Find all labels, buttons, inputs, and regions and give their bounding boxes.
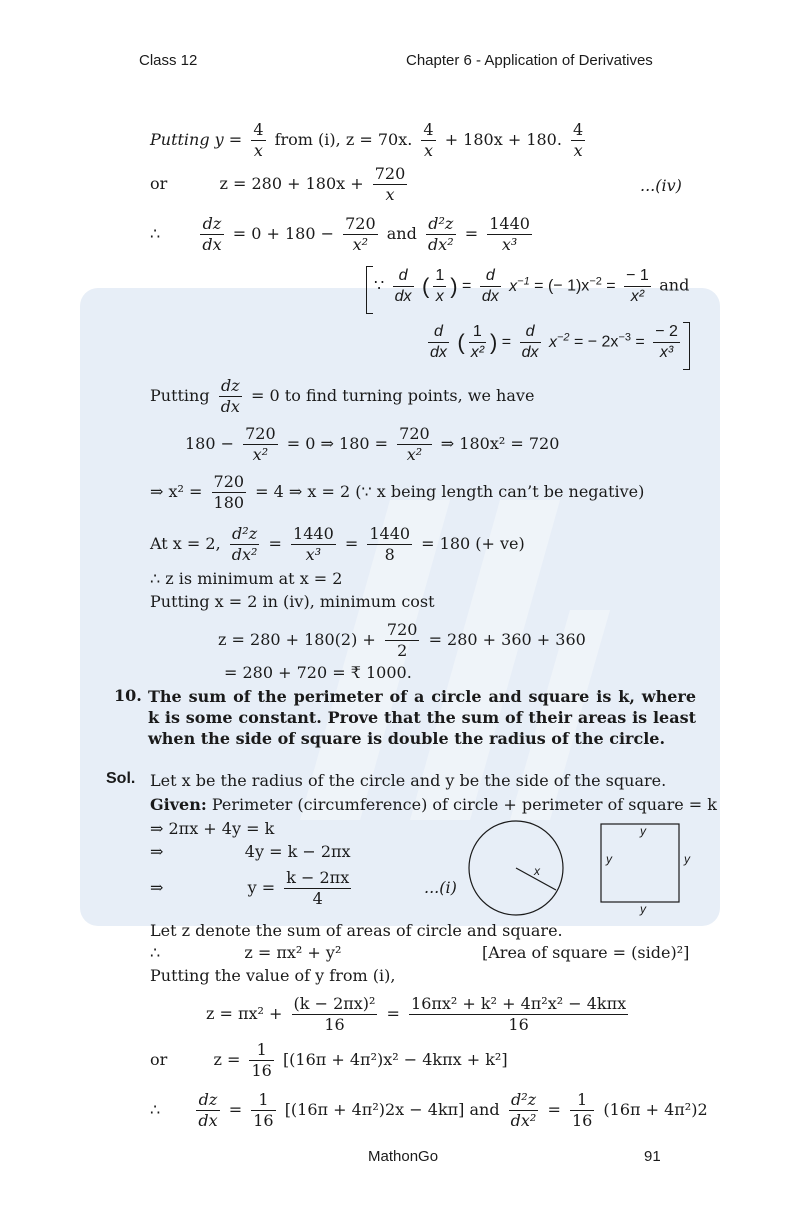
num: 720	[245, 424, 276, 443]
eq-line-2	[150, 164, 411, 205]
num: 1	[249, 1040, 273, 1061]
num: d	[480, 266, 501, 287]
fraction	[624, 266, 651, 307]
question-text: The sum of the perimeter of a circle and square is k, where k is some constant. Prove that the sum of their areas is least when the side of square is double the radius of the circle.	[148, 687, 696, 748]
num: (k − 2πx)²	[293, 994, 376, 1013]
question-number: 10.	[114, 686, 142, 705]
fraction	[251, 1090, 275, 1131]
fraction	[428, 322, 449, 363]
text: and	[386, 224, 417, 243]
text: =	[344, 534, 359, 553]
fraction	[291, 524, 336, 565]
text: or	[150, 1050, 168, 1069]
den: dx	[220, 397, 240, 416]
eq-line-12	[218, 620, 586, 661]
footer-brand: MathonGo	[368, 1148, 439, 1165]
eq-line-3	[150, 214, 536, 255]
text: Given:	[150, 795, 207, 814]
text: and	[659, 275, 690, 295]
sol-line-2	[150, 795, 717, 814]
text: 180 −	[185, 434, 235, 453]
page-number: 91	[644, 1148, 661, 1165]
text: =	[228, 1100, 243, 1119]
text: = 4 ⇒ x = 2 (∵ x being length can’t be negative)	[255, 482, 645, 501]
square-right-label: y	[684, 852, 690, 866]
text: Putting	[150, 386, 210, 405]
tag-iv: ...(iv)	[640, 176, 682, 195]
num: d	[393, 266, 414, 287]
eq-line-13: = 280 + 720 = ₹ 1000.	[224, 663, 412, 682]
text: =	[386, 1004, 400, 1023]
text: = (− 1)x	[534, 277, 590, 295]
fraction	[251, 120, 265, 161]
text: = 280 + 360 + 360	[428, 630, 586, 649]
fraction	[393, 266, 414, 307]
text: (16π + 4π²)2	[603, 1100, 708, 1119]
fraction	[230, 524, 260, 565]
text: ⇒ x² =	[150, 482, 203, 501]
num: d²z	[426, 214, 456, 235]
num: 4	[573, 120, 584, 139]
text: ⇒ 180x² = 720	[440, 434, 560, 453]
text: ⇒	[150, 878, 164, 897]
right-bracket	[683, 322, 690, 370]
text: = 180 (+ ve)	[421, 534, 525, 553]
sol-line-7	[150, 943, 341, 962]
fraction	[397, 424, 432, 465]
num: d²z	[230, 524, 260, 545]
sol-line-4: ⇒ 4y = k − 2πx	[150, 842, 351, 861]
num: 1440	[489, 214, 530, 233]
num: dz	[196, 1090, 219, 1111]
fraction	[249, 1040, 273, 1081]
fraction	[367, 524, 412, 565]
square-left-label: y	[606, 852, 612, 866]
den: dx	[198, 1111, 218, 1130]
den: dx	[430, 344, 447, 361]
num: d	[428, 322, 449, 343]
den: x³	[501, 235, 518, 254]
header-class: Class 12	[139, 52, 198, 69]
eq-line-10: ∴ z is minimum at x = 2	[150, 569, 343, 588]
den: 16	[251, 1061, 272, 1080]
text: z =	[213, 1050, 241, 1069]
den: x³	[659, 344, 674, 361]
text: =	[268, 534, 282, 553]
fraction	[570, 1090, 594, 1131]
text: = 0 ⇒ 180 =	[286, 434, 389, 453]
eq-line-9	[150, 524, 525, 565]
den: x	[435, 288, 444, 305]
den: x³	[305, 545, 322, 564]
text: ∴	[150, 224, 161, 243]
fraction	[409, 994, 628, 1035]
text: ∴	[150, 943, 161, 962]
square-top-label: y	[640, 824, 646, 838]
den: x	[253, 141, 263, 160]
text: z = 280 + 180x +	[219, 174, 364, 193]
num: 1	[469, 322, 486, 343]
eq-line-8	[150, 472, 644, 513]
fraction	[509, 1090, 539, 1131]
num: dz	[219, 376, 242, 397]
circle-square-figure	[466, 818, 698, 918]
sol-line-10	[150, 1040, 508, 1081]
num: k − 2πx	[286, 868, 350, 887]
sol-line-5	[150, 868, 355, 909]
den: x²	[252, 445, 269, 464]
den: x	[423, 141, 434, 160]
fraction	[243, 424, 278, 465]
text: + 180x + 180.	[444, 130, 562, 149]
sol-line-11	[150, 1090, 708, 1131]
eq-line-11: Putting x = 2 in (iv), minimum cost	[150, 592, 435, 611]
text: ∴	[150, 1100, 161, 1119]
text: Perimeter (circumference) of circle + perimeter of square = k	[211, 795, 717, 814]
fraction	[373, 164, 408, 205]
num: d	[520, 322, 541, 343]
sol-line-6: Let z denote the sum of areas of circle and square.	[150, 921, 563, 940]
num: 720	[345, 214, 376, 233]
den: dx	[481, 288, 499, 305]
num: − 1	[624, 266, 651, 287]
text: =	[547, 1100, 561, 1119]
fraction	[196, 1090, 219, 1131]
sol-line-8: Putting the value of y from (i),	[150, 966, 396, 985]
text: [(16π + 4π²)x² − 4kπx + k²]	[282, 1050, 508, 1069]
num: 1	[570, 1090, 594, 1111]
sol-line-7-note: [Area of square = (side)²]	[482, 943, 690, 962]
fraction	[520, 322, 541, 363]
den: dx	[202, 235, 222, 254]
eq-line-5: $\frac{d}{dx}$ ( $\frac{1}{\text{x²}}$ ) = $\frac{d}{dx}$ $x^{-2}$ = − $2x^{-3}$ = $\frac{- 2}{\text{x³}}$	[430, 323, 678, 361]
fraction	[343, 214, 378, 255]
eq-line-7	[185, 424, 559, 465]
fraction	[426, 214, 456, 255]
eq-line-4: ∵ $\frac{d}{dx}$ ( $\frac{1}{x}$ ) = $\frac{d}{dx}$ $x^{-1}$ = (− $1)x^{-2}$ = $\frac{- 1}{\text{x²}}$ and	[374, 267, 690, 305]
fraction	[469, 322, 486, 363]
fraction	[653, 322, 680, 363]
square-bottom-label: y	[640, 902, 646, 916]
text: z = πx² +	[206, 1004, 283, 1023]
num: 1	[433, 266, 446, 287]
fraction	[421, 120, 435, 161]
fraction	[212, 472, 247, 513]
sol-line-1: Let x be the radius of the circle and y be the side of the square.	[150, 771, 667, 790]
fraction	[487, 214, 532, 255]
text: = 0 + 180 −	[232, 224, 335, 243]
den: x	[573, 141, 583, 160]
text: = 0 to find turning points, we have	[251, 386, 535, 405]
tag-i: ...(i)	[424, 878, 457, 897]
eq-line-1	[150, 120, 589, 161]
radius-label: x	[534, 864, 540, 878]
text: [(16π + 4π²)2x − 4kπ] and	[284, 1100, 500, 1119]
fraction	[385, 620, 420, 661]
num: dz	[200, 214, 223, 235]
text: z = πx² + y²	[244, 943, 342, 962]
fraction	[284, 868, 351, 909]
num: 720	[213, 472, 245, 491]
fraction	[200, 214, 223, 255]
fraction	[219, 376, 242, 417]
den: 2	[397, 641, 408, 660]
den: 4	[312, 889, 323, 908]
solution-label: Sol.	[106, 770, 136, 787]
den: x	[385, 185, 395, 204]
den: dx	[521, 344, 539, 361]
text: z = 280 + 180(2) +	[218, 630, 376, 649]
text: or	[150, 174, 168, 193]
text: At x = 2,	[150, 534, 221, 553]
eq-line-6	[150, 376, 534, 417]
text: = − 2x	[573, 333, 619, 351]
den: 180	[213, 493, 245, 512]
num: 1440	[293, 524, 334, 543]
num: 1440	[369, 524, 411, 543]
num: 720	[386, 620, 418, 639]
num: d²z	[509, 1090, 539, 1111]
num: − 2	[653, 322, 680, 343]
den: dx²	[231, 545, 258, 564]
den: x²	[406, 445, 423, 464]
den: dx²	[510, 1111, 537, 1130]
den: x²	[470, 344, 485, 361]
num: 720	[399, 424, 430, 443]
fraction	[571, 120, 585, 161]
text: from (i), z = 70x.	[274, 130, 413, 149]
den: x²	[352, 235, 369, 254]
den: x²	[630, 288, 645, 305]
left-bracket	[366, 266, 373, 314]
den: dx²	[427, 235, 454, 254]
fraction	[292, 994, 378, 1035]
sol-line-3: ⇒ 2πx + 4y = k	[150, 819, 275, 838]
num: 1	[251, 1090, 275, 1111]
num: 16πx² + k² + 4π²x² − 4kπx	[411, 994, 627, 1013]
den: dx	[394, 288, 412, 305]
num: 4	[253, 120, 264, 139]
text: Putting y =	[150, 130, 243, 149]
fraction	[480, 266, 501, 307]
den: 16	[324, 1015, 345, 1034]
num: 4	[423, 120, 434, 139]
text: y =	[247, 878, 276, 897]
den: 16	[508, 1015, 529, 1034]
num: 720	[374, 164, 406, 183]
sol-line-9	[206, 994, 632, 1035]
header-chapter: Chapter 6 - Application of Derivatives	[406, 52, 653, 69]
den: 16	[253, 1111, 274, 1130]
den: 16	[571, 1111, 593, 1130]
fraction	[433, 266, 446, 307]
den: 8	[384, 545, 395, 564]
text: =	[464, 224, 479, 243]
